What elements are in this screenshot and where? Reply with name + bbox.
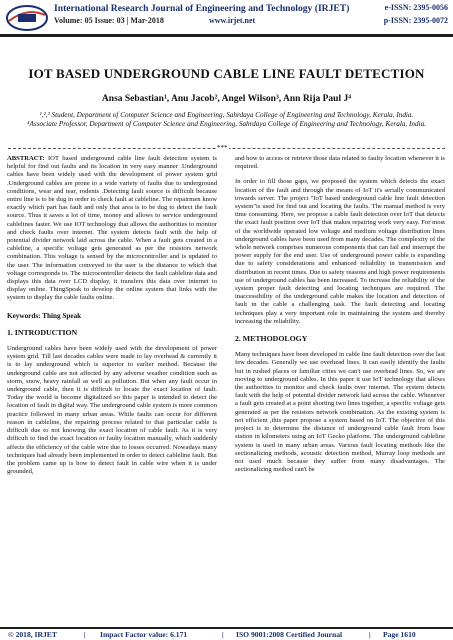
divider-stars: ***	[217, 144, 228, 152]
footer-copyright: © 2018, IRJET	[8, 630, 57, 639]
irjet-logo-icon	[5, 3, 49, 33]
footer-page-number: Page 1610	[383, 630, 416, 639]
footer-separator: |	[84, 630, 86, 639]
abstract	[7, 155, 217, 303]
introduction-text: Underground cables have been widely used with the development of power system grid. Till last decades cables were made to lay overhead & currently it is to lay underground which is superior to earlier method. Because the underground cable are not affected by any adverse weather condition such as storm, snow, heavy rainfall as well as pollution. But when any fault occur in underground cable, then it is difficult to locate the exact location of fault. Today the world is become digitalized so this paper is intended to detect the location of fault in digital way. The underground cable system is more common practice followed in many urban areas. While faults can occur for different reason in cableline, the repairing process related to that particular cable is difficult due to not knowing the exact location of cable fault. As it is very difficult to find the exact location or faulty location manually, which suddenly affects the efficiency of the cable wire due to losses occurred. Nowadays many techniques had already been implemented in order to detect cableline fault. But the problem came up is how to detect fault in cable wire when it is under grounded,	[7, 345, 217, 476]
footer-separator: |	[222, 630, 224, 639]
footer-separator: |	[369, 630, 371, 639]
left-column	[7, 155, 217, 483]
abstract-text: IOT based underground cable line fault detection system is helpful for find out faults and its location in very easy manner .Underground cables have been widely used with the development of power system grid .Underground cables are prone to a wide variety of faults due to underground conditions, wear and tear, rodents .Detecting fault source is difficult because entire line is to be dug in order to check fault at cableline. The repairmen know exactly which part has fault and only that area is to be dug to detect the fault source. Thus it saves a lot of time, money and allows to service underground cablelines faster. We use IOT technology that allows the authorities to monitor and check faults over internet. The system detects fault with the help of potential divider network laid across the cable. When a fault gets created in a cableline, a specific voltage gets generated as per the resistors network combination. This voltage is sensed by the microcontroller and is updated to the user. The information conveyed to the user is the distance to which that voltage corresponds to. The microcontroller detects the fault cableline data and displays this data over LCD display, it transfers this data over internet to display online. ThingSpeak to develop the online system that links with the system to display the cable faults online.	[7, 155, 217, 302]
journal-header	[0, 0, 453, 40]
intro-continued: and how to access or retrieve those data related to faulty location whenever it is required.	[235, 155, 445, 171]
footer-iso: ISO 9001:2008 Certified Journal	[236, 630, 343, 639]
footer-impact-factor: Impact Factor value: 6.171	[100, 630, 188, 639]
journal-name: International Research Journal of Engineering and Technology (IRJET)	[54, 3, 350, 14]
header-rule	[0, 34, 453, 37]
volume-issue: Volume: 05 Issue: 03 | Mar-2018	[54, 16, 164, 25]
methodology-heading: 2. METHODOLOGY	[235, 334, 308, 344]
introduction-heading: 1. INTRODUCTION	[7, 327, 78, 337]
affiliations	[10, 111, 443, 130]
right-column	[235, 155, 445, 481]
footer-rule	[0, 627, 453, 629]
keywords: Keywords: Thing Speak	[7, 311, 82, 320]
affiliation-students: ¹,²,³ Student, Department of Computer Science and Engineering, Sahrdaya College of Engineering and Technology, Kerala, India.	[39, 111, 414, 119]
methodology-text: Many techniques have been developed in cable line fault detection over the last few decades. Generally we use overhead lines. It can easily identify the faults but in rushed places or familiar cities we can't use overhead lines. So, we are moving to underground cables. In this paper it use IoT technology that allows the authorities to monitor and check faults over internet. The system detects fault with the help of potential divider network laid across the cable. Whenever a fault gets created at a point shorting two lines together, a specific voltage gets generated as per the resistors network combination. As the existing system is not efficient ,this paper propose a system based on IoT. The objective of this project is to determine the distance of underground cable fault from base station in kilometers using an IoT Gecko platform. The underground cableline system is used in many urban areas. Various fault locating methods like the sectionalizing methods, acoustic detection method, Murray loop methods are not used much because they suffer from many disadvantages. The sectionalizing method can't be	[235, 351, 445, 474]
paper-authors: Ansa Sebastian¹, Anu Jacob², Angel Wilson³, Ann Rija Paul J⁴	[101, 94, 352, 104]
proposed-system-paragraph: In order to fill those gaps, we proposed the system which detects the exact location of the fault and through the means of IoT it's serially communicated towards server. The project "IoT based underground cable line fault detection system"is used for find out and locating the faults. The manual method is very time consuming. Here, we propose a cable fault detection over IoT that detects the exact fault position over IoT that makes repairing work very easy. For most of the worldwide operated low voltage and medium voltage distribution lines underground cables have been used from many decades. The complexity of the whole network comprises numerous components that can fail and interrupt the power supply for the end user. Use of underground power cable is expanding due to safety considerations and enhanced reliability in transmission and distribution in recent times. Due to safety reasons and high power requirements use of underground cables has been increased. To increase the reliability of the system proper fault detecting and locating techniques are required. The inaccessibility of the underground cable makes the location and detection of fault in the cable a challenging task. The fault detecting and locating techniques play a very important role in maintaining the system and thereby increasing the reliability.	[235, 178, 445, 325]
paper-title: IOT BASED UNDERGROUND CABLE LINE FAULT DETECTION	[28, 66, 425, 81]
affiliation-professor: ⁴Associate Professor, Department of Computer Science and Engineering, Sahrdaya College of Engineering and Technology, Kerala, India.	[27, 120, 426, 129]
journal-url[interactable]: www.irjet.net	[209, 16, 256, 25]
abstract-label: ABSTRACT:	[7, 155, 45, 162]
p-issn: p-ISSN: 2395-0072	[383, 16, 448, 25]
e-issn: e-ISSN: 2395-0056	[384, 3, 448, 12]
